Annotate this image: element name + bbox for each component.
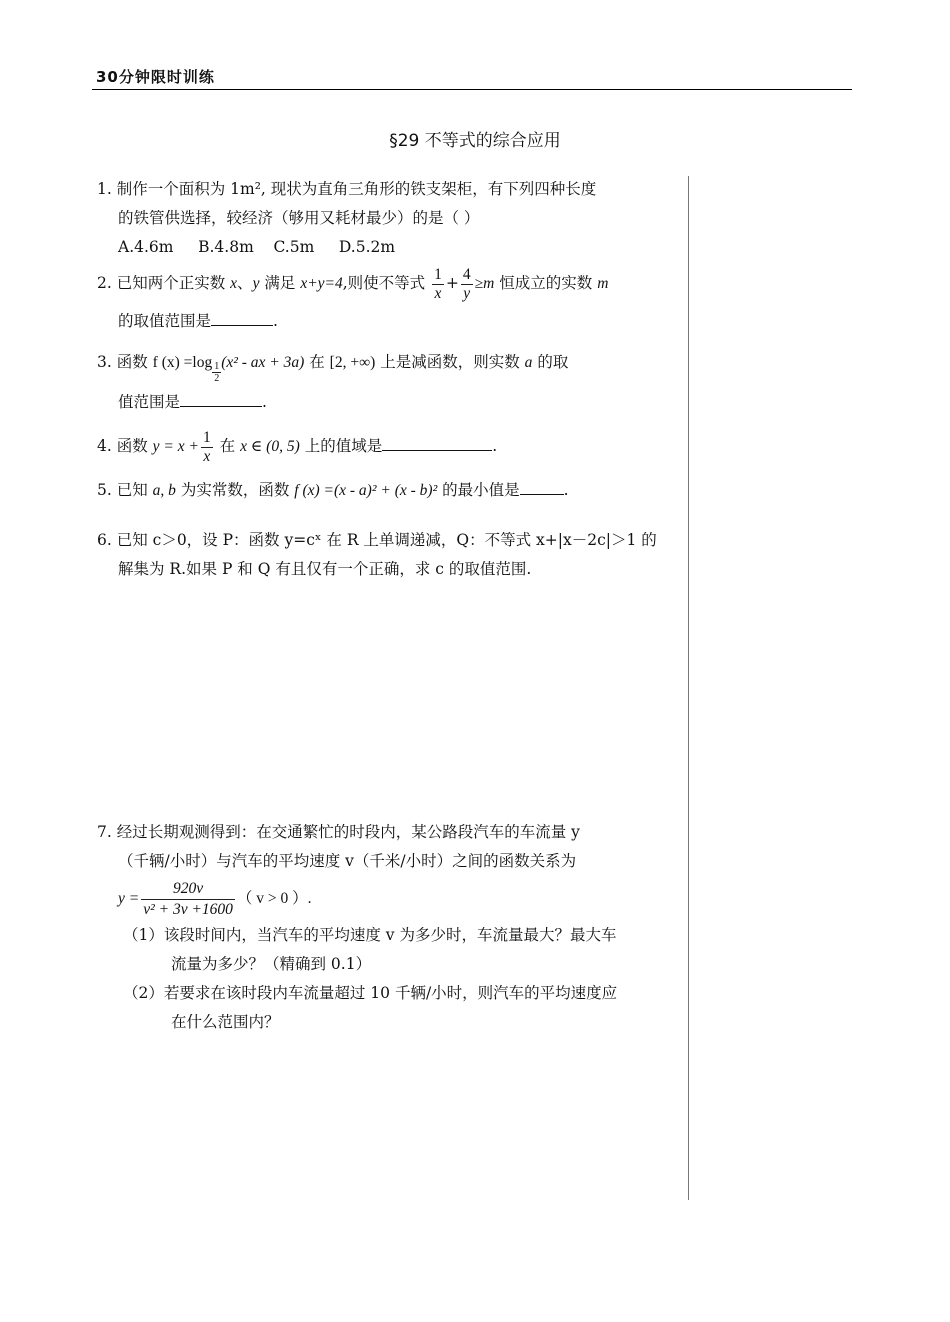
q2-line2: 的取值范围是 <box>118 312 212 330</box>
q6-line1: 6. 已知 c＞0，设 P：函数 y=cˣ 在 R 上单调递减，Q：不等式 x+|x－2c|＞1 的 <box>97 531 657 549</box>
q2-mid: 满足 <box>259 274 301 292</box>
question-6 <box>97 526 677 584</box>
question-3: 3. 函数 f (x) =log $\frac{1}{2}$ (x² - ax + 3a) 在 [2, +∞) 上是减函数，则实数 a 的取 值范围是 . <box>97 353 569 411</box>
q7-sub2-line2: 在什么范围内？ <box>171 1013 280 1031</box>
q3-log-base: $\frac{1}{2}$ <box>214 361 220 384</box>
q7-formula: y = $\frac{920v}{\text{v² + 3v +1600}}$ （ v > 0 ）. <box>118 879 312 918</box>
q3-answer-blank[interactable] <box>180 390 262 407</box>
q7-sub1-line2: 流量为多少？（精确到 0.1） <box>171 955 372 973</box>
q2-answer-blank[interactable] <box>211 309 273 326</box>
q7-line2: （千辆/小时）与汽车的平均速度 v（千米/小时）之间的函数关系为 <box>118 852 577 870</box>
q3-prefix: 3. 函数 <box>97 353 153 371</box>
margin-line <box>688 176 689 1200</box>
q4-frac: $\frac{1}{x}$ <box>202 428 211 465</box>
q2-mid2: ,则使不等式 <box>342 274 426 292</box>
q5-func: f (x) =(x - a)² + (x - b)² <box>294 482 438 499</box>
q3-func: f (x) =log <box>152 354 213 371</box>
q2-frac2: $\frac{4}{y}$ <box>462 265 471 302</box>
q7-sub2-line1: （2）若要求在该时段内车流量超过 10 千辆/小时，则汽车的平均速度应 <box>123 984 618 1002</box>
q3-interval: [2, +∞) <box>329 354 376 371</box>
q1-line2: 的铁管供选择，较经济（够用又耗材最少）的是（ ） <box>118 209 480 227</box>
q4-func: y = x + <box>152 438 199 455</box>
q2-frac1: $\frac{1}{x}$ <box>434 265 442 302</box>
q1-line1: 1. 制作一个面积为 1m², 现状为直角三角形的铁支架柜，有下列四种长度 <box>97 180 597 198</box>
question-5: 5. 已知 a, b 为实常数，函数 f (x) =(x - a)² + (x - b)² 的最小值是 . <box>97 475 677 506</box>
q6-line2: 解集为 R.如果 P 和 Q 有且仅有一个正确，求 c 的取值范围. <box>118 560 532 578</box>
header-title: 30分钟限时训练 <box>96 68 215 86</box>
q4-domain: x ∈ (0, 5) <box>240 438 300 455</box>
q5-answer-blank[interactable] <box>520 478 564 495</box>
question-1 <box>97 175 677 262</box>
q2-var: m <box>597 275 609 292</box>
q1-options: A.4.6m B.4.8m C.5m D.5.2m <box>118 238 396 256</box>
question-4: 4. 函数 y = x + $\frac{1}{x}$ 在 x ∈ (0, 5) 上的值域是 . <box>97 428 498 465</box>
q3-line2: 值范围是 <box>118 393 181 411</box>
page-title: §29 不等式的综合应用 <box>389 131 561 151</box>
q4-prefix: 4. 函数 <box>97 437 153 455</box>
q2-prefix: 2. 已知两个正实数 <box>97 274 231 292</box>
q3-arg: (x² - ax + 3a) <box>221 354 305 371</box>
header-rule <box>92 89 852 90</box>
q2-ge: ≥m <box>474 275 495 292</box>
q4-answer-blank[interactable] <box>382 434 492 451</box>
q2-suffix: 恒成立的实数 <box>494 274 598 292</box>
q5-vars: a, b <box>152 482 176 499</box>
question-2: 2. 已知两个正实数 x、y 满足 x+y=4,则使不等式 $\frac{1}{x}$ + $\frac{4}{y}$ ≥m 恒成立的实数 m 的取值范围是 . <box>97 265 609 330</box>
question-7 <box>97 818 677 1037</box>
q2-cond: x+y=4 <box>300 275 343 292</box>
q5-prefix: 5. 已知 <box>97 481 153 499</box>
q7-formula-cond: （ v > 0 ）. <box>236 890 312 907</box>
q7-line1: 7. 经过长期观测得到：在交通繁忙的时段内，某公路段汽车的车流量 y <box>97 823 580 841</box>
q7-sub1-line1: （1）该段时间内，当汽车的平均速度 v 为多少时，车流量最大？最大车 <box>123 926 617 944</box>
